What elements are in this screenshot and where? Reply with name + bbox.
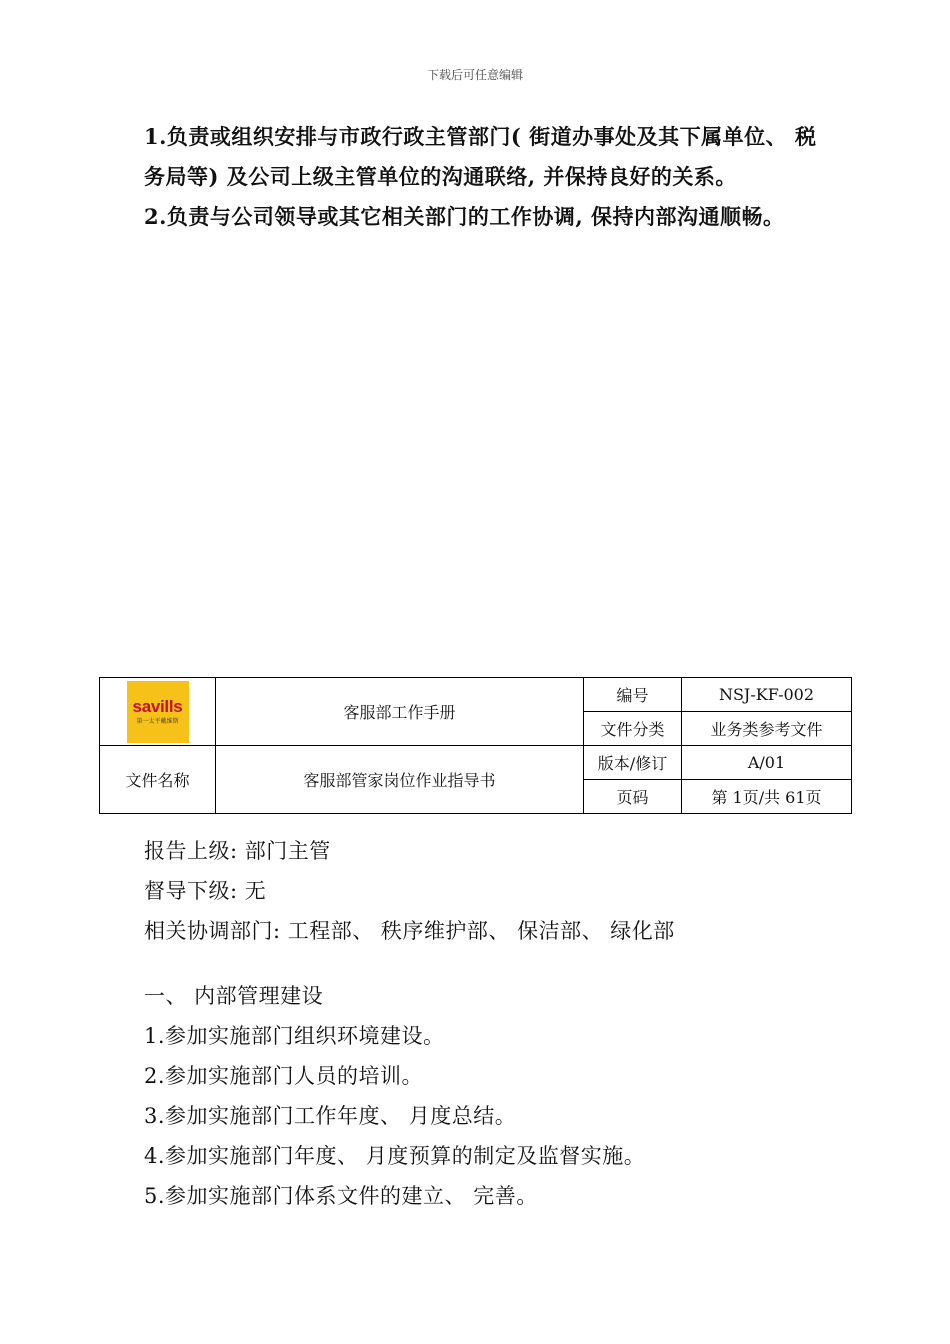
reporting-lines: [144, 831, 824, 951]
section-internal-management: [144, 976, 824, 1216]
field-label: 文件分类: [584, 712, 682, 746]
field-label: 版本/修订: [584, 746, 682, 780]
field-value: 第 1页/共 61页: [682, 780, 852, 814]
section-item: 3.参加实施部门工作年度、 月度总结。: [144, 1104, 517, 1128]
field-label: 页码: [584, 780, 682, 814]
logo-cell: [100, 678, 216, 746]
field-value: NSJ-KF-002: [682, 678, 852, 712]
duty-paragraphs: [144, 117, 824, 237]
field-value: 业务类参考文件: [682, 712, 852, 746]
doc-name-label: 文件名称: [100, 746, 216, 814]
watermark-text: 下载后可任意编辑: [426, 68, 523, 82]
report-line: 督导下级: 无: [144, 879, 267, 903]
logo-wordmark: savills: [132, 696, 183, 716]
duty-paragraph: 1.负责或组织安排与市政行政主管部门( 街道办事处及其下属单位、 税务局等) 及公司上级主管单位的沟通联络, 并保持良好的关系。: [144, 124, 817, 189]
logo-subtext: 第一太平戴维斯: [136, 717, 179, 725]
field-label: 编号: [584, 678, 682, 712]
doc-name: 客服部管家岗位作业指导书: [216, 746, 584, 814]
section-item: 1.参加实施部门组织环境建设。: [144, 1024, 445, 1048]
section-item: 5.参加实施部门体系文件的建立、 完善。: [144, 1184, 538, 1208]
duty-paragraph: 2.负责与公司领导或其它相关部门的工作协调, 保持内部沟通顺畅。: [144, 204, 785, 229]
section-item: 2.参加实施部门人员的培训。: [144, 1064, 424, 1088]
report-line: 报告上级: 部门主管: [144, 839, 331, 863]
report-line: 相关协调部门: 工程部、 秩序维护部、 保洁部、 绿化部: [144, 919, 675, 943]
document-header-table: [99, 677, 852, 814]
section-item: 4.参加实施部门年度、 月度预算的制定及监督实施。: [144, 1144, 646, 1168]
field-value: A/01: [682, 746, 852, 780]
manual-title: 客服部工作手册: [216, 678, 584, 746]
section-heading: 一、 内部管理建设: [144, 984, 324, 1008]
savills-logo: [127, 681, 189, 743]
